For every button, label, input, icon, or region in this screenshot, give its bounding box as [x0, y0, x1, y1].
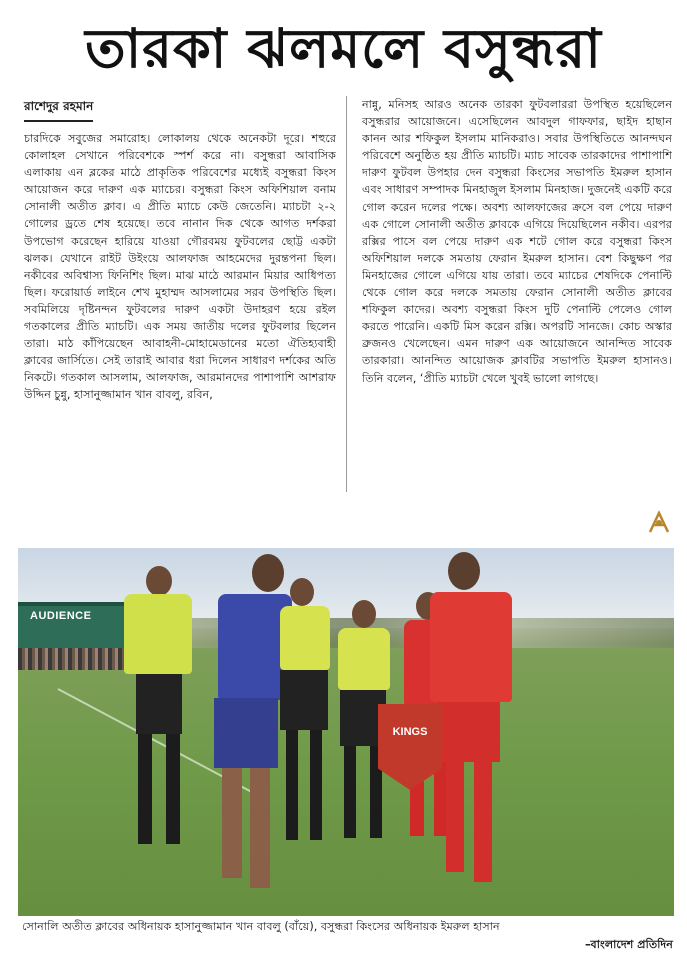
- column-divider: [346, 96, 347, 492]
- article-text-left: চারদিকে সবুজের সমারোহ। লোকালয় থেকে অনেকটা দূরে। শহুরে কোলাহল সেখানে পরিবেশকে স্পর্শ করে না। বসুন্ধরা আবাসিক এলাকায় এন ব্লকের মাঠে প্রাকৃতিক পরিবেশের মধ্যেই বসুন্ধরা কিংস আয়োজন করে দারুণ এক ম্যাচের। বসুন্ধরা কিংস অফিশিয়াল বনাম সোনালী অতীত ক্লাব। এ প্রীতি ম্যাচে কেউ জেতেনি। ম্যাচটা ২-২ গোলের ড্রতে শেষ হয়েছে। তবে নানান দিক থেকে আগত দর্শকরা উপভোগ করেছেন হারিয়ে যাওয়া গৌরবময় ফুটবলের ছোট্ট একটা ঝলক। যেখানে রাইট উইংয়ে আলফাজ আহমেদের দুরন্তপনা ছিল। নকীবের অবিশ্বাস্য ফিনিশিং ছিল। মাঝ মাঠে আরমান মিয়ার আধিপত্য ছিল। ফরোয়ার্ড লাইনে শেখ মুহাম্মদ আসলামের সরব উপস্থিতি ছিল। সবমিলিয়ে দৃষ্টিনন্দন ফুটবলের দারুণ একটা উদাহরণ হয়ে রইল গতকালের প্রীতি ম্যাচটি। এক সময় জাতীয় দলের ফুটবলার ছিলেন তারা। মাঠ কাঁপিয়েছেন আবাহনী-মোহামেডানের মতো ঐতিহ্যবাহী ক্লাবের জার্সিতে। সেই তারাই আবার ধরা দিলেন সাধারণ দর্শকের অতি নিকটে। গতকাল আসলাম, আলফাজ, আরমানদের পাশাপাশি আশরাফ উদ্দিন চুন্নু, হাসানুজ্জামান খান বাবলু, রবিন,: [24, 132, 336, 402]
- crowd: [18, 648, 138, 670]
- kings-pennant: [378, 704, 442, 790]
- photo-caption: সোনালি অতীত ক্লাবের অধিনায়ক হাসানুজ্জামান খান বাবলু (বাঁয়ে), বসুন্ধরা কিংসের অধিনায়ক ইমরুল হাসান: [22, 920, 500, 933]
- newspaper-logo-icon: [646, 510, 672, 536]
- headline: তারকা ঝলমলে বসুন্ধরা: [85, 17, 602, 80]
- article-column-right: [362, 96, 672, 490]
- match-photo: [18, 548, 674, 916]
- stand-sign: AUDIENCE: [30, 610, 92, 622]
- article-column-left: [24, 130, 336, 490]
- photo-credit: –বাংলাদেশ প্রতিদিন: [584, 938, 673, 951]
- pennant-label: KINGS: [392, 726, 428, 738]
- byline: রাশেদুর রহমান: [24, 98, 93, 122]
- article-text-right: নান্নু, মনিসহ আরও অনেক তারকা ফুটবলাররা উপস্থিত হয়েছিলেন বসুন্ধরার আয়োজনে। এসেছিলেন আবদুল গাফফার, ছাইদ হাছান কানন আর শফিকুল ইসলাম মানিকরাও। সবার উপস্থিতিতে আনন্দঘন পরিবেশে অনুষ্ঠিত হয় প্রীতি ম্যাচটি। ম্যাচ সাবেক তারকাদের পাশাপাশি দারুণ ফুটবল উপহার দেন বসুন্ধরা কিংসের সভাপতি ইমরুল হাসান এবং সাধারণ সম্পাদক মিনহাজুল ইসলাম মিনহাজ। দুজনেই একটি করে গোল করেন দলের পক্ষে। অবশ্য আলফাজের ক্রসে বল পেয়ে দারুণ এক গোলে সোনালী অতীত ক্লাবকে এগিয়ে দিয়েছিলেন নকীব। এরপর রক্সির পাসে বল পেয়ে দারুণ এক শটে গোল করে বসুন্ধরা কিংস অফিশিয়াল দলকে সমতায় ফেরান ইমরুল হাসান। বেশ কিছুক্ষণ পর মিনহাজের গোলে এগিয়ে যায় তারা। তবে ম্যাচের শেষদিকে পেনাল্টি থেকে গোল করে দলকে সমতায় ফেরান সোনালী অতীত ক্লাবের শফিকুল কাদের। অবশ্য বসুন্ধরা কিংস দুটি পেনাল্টি পেলেও গোল করতে পারেনি। একটি মিস করেন রক্সি। অপরটি সানজে। কোচ অস্কার ব্রুজনও খেলেছেন। এমন দারুণ এক আয়োজনে আনন্দিত সাবেক তারকারা। আনন্দিত আয়োজক ক্লাবটির সভাপতি ইমরুল হাসানও। তিনি বলেন, ‘প্রীতি ম্যাচটা খেলে খুবই ভালো লাগছে।: [362, 98, 672, 385]
